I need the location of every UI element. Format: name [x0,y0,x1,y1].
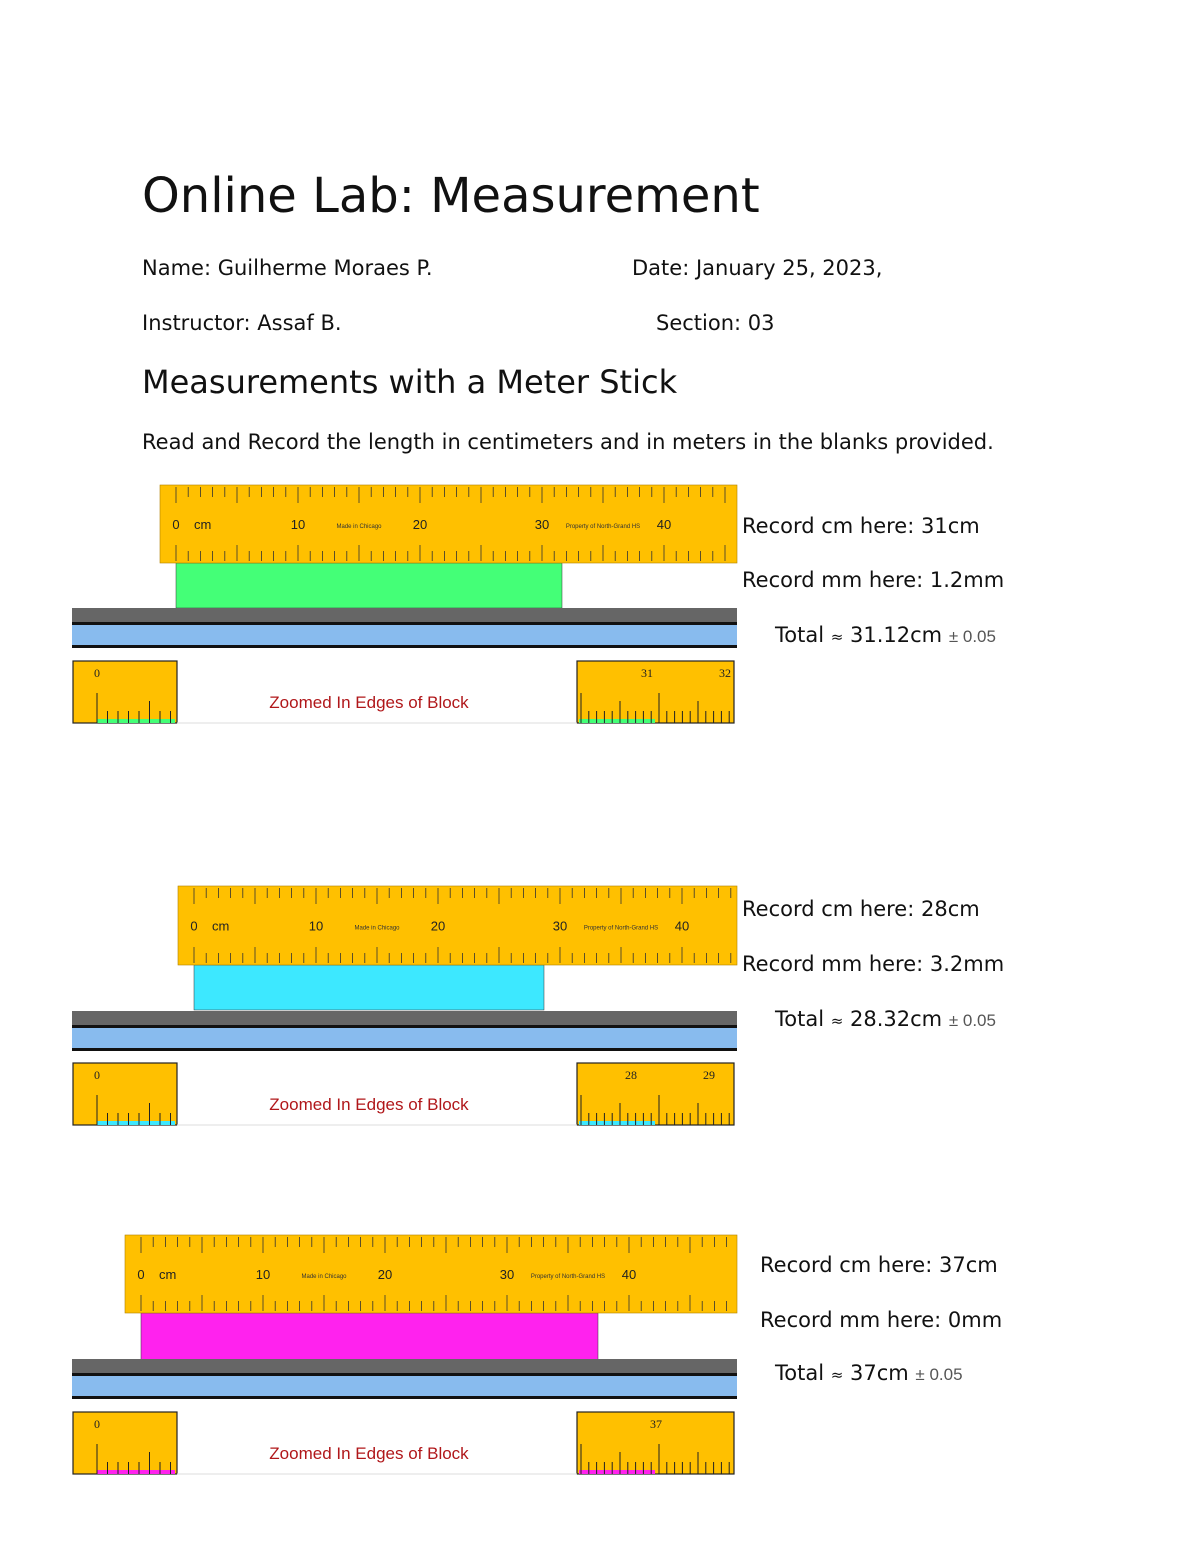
stick-unit: cm [212,918,230,934]
zoom-right-number: 31 [641,666,653,680]
table-edge [72,1025,737,1028]
stick-owner: Property of North-Grand HS [583,925,659,932]
measurement-figure-3 [72,1235,737,1474]
zoom-caption: Zoomed In Edges of Block [269,1444,469,1463]
zoom-right-panel [577,661,734,723]
table-blue [72,1028,737,1048]
zoom-left-block [97,1470,175,1474]
zoom-left-panel [73,1412,177,1474]
record-cm-1: Record cm here: 31cm [742,514,980,538]
record-mm-2: Record mm here: 3.2mm [742,952,1005,976]
stick-number: 20 [377,1267,393,1282]
total-prefix: Total [775,623,825,647]
page-title: Online Lab: Measurement [142,168,760,224]
zoom-right-number: 32 [719,666,731,680]
stick-owner: Property of North-Grand HS [565,524,641,530]
stick-maker: Made in Chicago [301,1274,347,1280]
name-line: Name: Guilherme Moraes P. [142,256,433,280]
zoom-left-number: 0 [94,1068,100,1082]
stick-number: 20 [412,517,428,532]
record-mm-1: Record mm here: 1.2mm [742,568,1005,592]
approx-symbol: ≈ [830,628,844,646]
table-edge-bottom [72,645,737,648]
section-line: Section: 03 [656,311,775,335]
meter-stick [160,485,737,563]
measurement-figure-1 [72,485,737,723]
table-edge-bottom [72,1048,737,1051]
zoom-left-panel [73,661,177,723]
zoom-right-number: 28 [625,1068,637,1082]
stick-number: 10 [290,517,306,532]
total-value: 31.12cm [850,623,943,647]
section-heading: Measurements with a Meter Stick [142,363,678,401]
stick-number: 30 [534,517,550,532]
table-blue [72,1376,737,1396]
zoom-left-block [97,719,175,723]
stick-maker: Made in Chicago [354,925,400,932]
measured-block [141,1313,598,1360]
record-cm-3: Record cm here: 37cm [760,1253,998,1277]
table-edge [72,622,737,625]
zoom-left-block [97,1121,175,1125]
stick-number: 10 [255,1267,271,1282]
stick-number: 40 [674,918,690,934]
instructor-line: Instructor: Assaf B. [142,311,342,335]
stick-number: 0 [172,517,180,532]
stick-unit: cm [194,517,212,532]
date-line: Date: January 25, 2023, [632,256,883,280]
measured-block [176,563,562,608]
uncertainty: ± 0.05 [948,1011,996,1030]
zoom-left-number: 0 [94,1417,100,1431]
zoom-left-number: 0 [94,666,100,680]
total-value: 37cm [850,1361,909,1385]
table-blue [72,625,737,645]
zoom-right-number: 37 [650,1417,662,1431]
stick-number: 0 [137,1267,145,1282]
table-top [72,1359,737,1373]
total-value: 28.32cm [850,1007,943,1031]
stick-number: 30 [499,1267,515,1282]
stick-number: 40 [656,517,672,532]
stick-number: 20 [430,918,446,934]
zoom-caption: Zoomed In Edges of Block [269,1095,469,1114]
instructions-text: Read and Record the length in centimeters and in meters in the blanks provided. [142,430,994,454]
stick-unit: cm [159,1267,177,1282]
zoom-caption: Zoomed In Edges of Block [269,693,469,712]
zoom-right-number: 29 [703,1068,715,1082]
stick-number: 30 [552,918,568,934]
zoom-left-panel [73,1063,177,1125]
record-mm-3: Record mm here: 0mm [760,1308,1003,1332]
stick-number: 0 [190,918,198,934]
table-top [72,1011,737,1025]
stick-owner: Property of North-Grand HS [530,1274,606,1280]
table-top [72,608,737,622]
measured-block [194,965,544,1010]
stick-number: 40 [621,1267,637,1282]
table-edge [72,1373,737,1376]
measurement-figure-2 [72,886,737,1125]
approx-symbol: ≈ [830,1366,844,1384]
total-prefix: Total [775,1007,825,1031]
stick-number: 10 [308,918,324,934]
approx-symbol: ≈ [830,1012,844,1030]
record-cm-2: Record cm here: 28cm [742,897,980,921]
uncertainty: ± 0.05 [915,1365,963,1384]
uncertainty: ± 0.05 [948,627,996,646]
meter-stick [125,1235,737,1313]
stick-maker: Made in Chicago [336,524,382,530]
table-edge-bottom [72,1396,737,1399]
total-prefix: Total [775,1361,825,1385]
